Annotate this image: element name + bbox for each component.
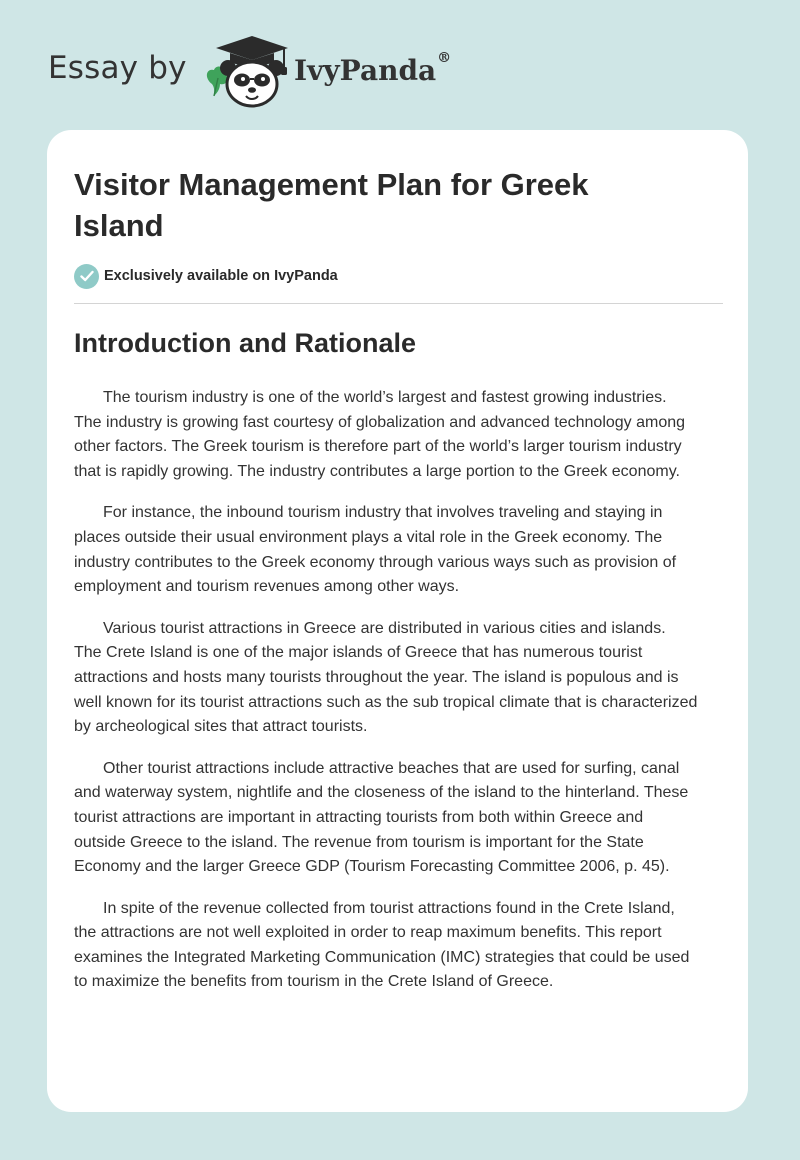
check-icon xyxy=(74,264,99,289)
text-line: by archeological sites that attract tourists. xyxy=(74,718,368,736)
registered-mark: ® xyxy=(437,50,452,66)
brand-name-text: IvyPanda xyxy=(294,54,437,87)
text-line: places outside their usual environment plays a vital role in the Greek economy. The xyxy=(74,528,663,546)
article-body xyxy=(74,386,726,1012)
text-line: tourist attractions are important in attracting tourists from both within Greece and xyxy=(74,808,644,826)
paragraph xyxy=(74,386,726,484)
text-line: employment and tourism revenues among other ways. xyxy=(74,578,460,596)
paragraph xyxy=(74,501,726,599)
text-line: In spite of the revenue collected from tourist attractions found in the Crete Island, xyxy=(103,899,675,917)
divider xyxy=(74,303,723,304)
text-line: Other tourist attractions include attractive beaches that are used for surfing, canal xyxy=(103,759,680,777)
text-line: and waterway system, nightlife and the closeness of the island to the hinterland. These xyxy=(74,784,689,802)
section-heading: Introduction and Rationale xyxy=(74,328,416,358)
text-line: examines the Integrated Marketing Communication (IMC) strategies that could be used xyxy=(74,948,690,966)
exclusive-badge xyxy=(74,263,338,289)
text-line: that is rapidly growing. The industry contributes a large portion to the Greek economy. xyxy=(74,462,680,480)
text-line: attractions and hosts many tourists throughout the year. The island is populous and is xyxy=(74,668,679,686)
text-line: Various tourist attractions in Greece are distributed in various cities and islands. xyxy=(103,619,666,637)
text-line: other factors. The Greek tourism is therefore part of the world’s larger tourism industry xyxy=(74,438,682,456)
text-line: the attractions are not well exploited in order to reap maximum benefits. This report xyxy=(74,924,662,942)
paragraph xyxy=(74,617,726,740)
text-line: The Crete Island is one of the major islands of Greece that has numerous tourist xyxy=(74,644,643,662)
text-line: to maximize the benefits from tourism in the Crete Island of Greece. xyxy=(74,973,554,991)
brand-name[interactable] xyxy=(294,50,452,87)
text-line: For instance, the inbound tourism industry that involves traveling and staying in xyxy=(103,504,663,522)
text-line: industry contributes to the Greek economy through various ways such as provision of xyxy=(74,553,677,571)
title-line: Visitor Management Plan for Greek xyxy=(74,167,589,202)
page-title xyxy=(74,164,714,246)
exclusive-label: Exclusively available on IvyPanda xyxy=(104,268,338,284)
text-line: The tourism industry is one of the world’s largest and fastest growing industries. xyxy=(103,389,667,406)
paragraph xyxy=(74,897,726,995)
site-header xyxy=(48,34,468,110)
text-line: The industry is growing fast courtesy of globalization and advanced technology among xyxy=(74,413,686,431)
text-line: Economy and the larger Greece GDP (Tourism Forecasting Committee 2006, p. 45). xyxy=(74,858,670,876)
title-line: Island xyxy=(74,208,164,243)
essay-by-label: Essay by xyxy=(48,50,187,86)
text-line: well known for its tourist attractions such as the sub tropical climate that is characterized xyxy=(74,693,698,711)
article-card xyxy=(47,130,748,1112)
paragraph xyxy=(74,757,726,880)
text-line: outside Greece to the island. The revenue from tourism is important for the State xyxy=(74,833,644,851)
panda-graduation-cap-icon[interactable] xyxy=(200,34,296,110)
